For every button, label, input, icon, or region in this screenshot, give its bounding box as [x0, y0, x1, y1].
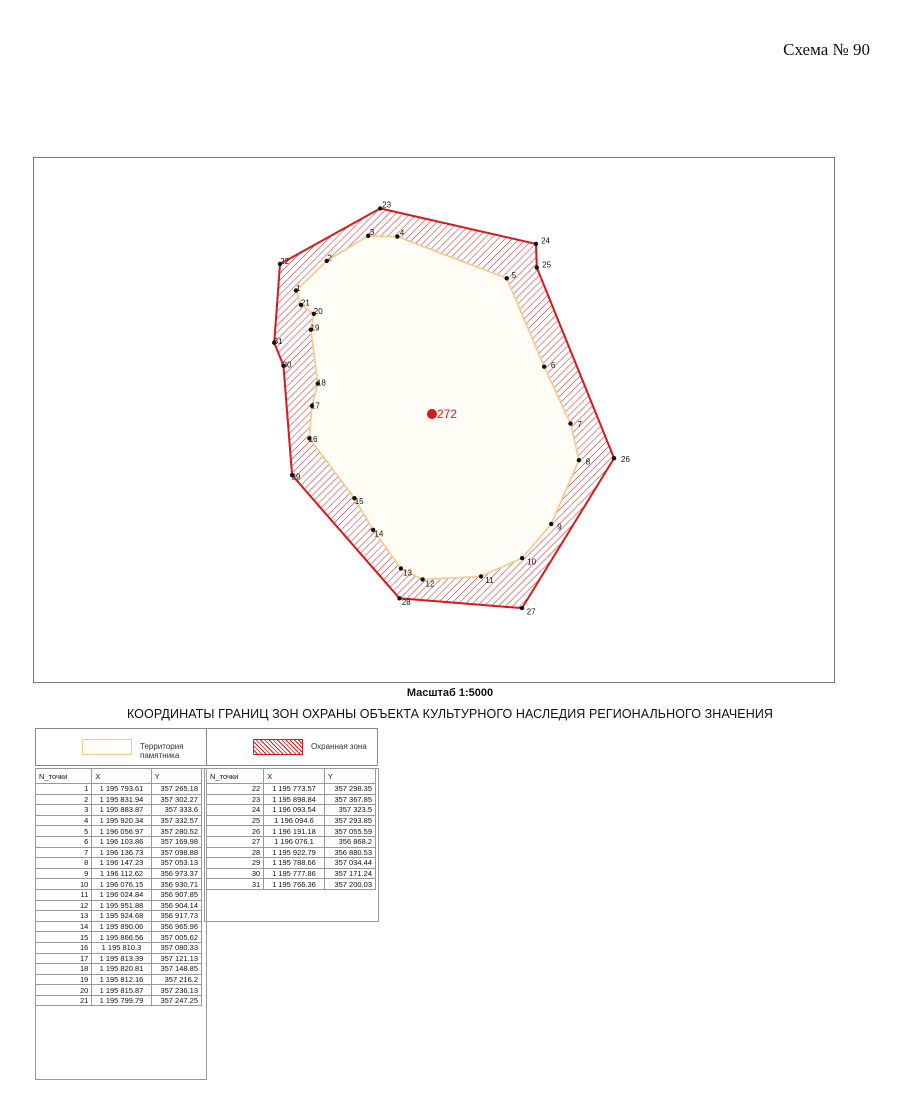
boundary-point-marker — [568, 421, 572, 425]
protection-zone-swatch — [253, 739, 303, 755]
point-number-cell: 13 — [36, 911, 92, 922]
point-number-cell: 17 — [36, 953, 92, 964]
table-row — [36, 921, 202, 932]
y-coordinate-cell: 356 930.71 — [151, 879, 201, 890]
y-coordinate-cell: 357 034.44 — [324, 858, 375, 869]
y-coordinate-cell: 356 907.85 — [151, 889, 201, 900]
header-n: N_точки — [36, 769, 92, 784]
y-coordinate-cell: 357 216.2 — [151, 974, 201, 985]
point-number-cell: 10 — [36, 879, 92, 890]
boundary-point-marker — [535, 265, 539, 269]
table-row — [36, 858, 202, 869]
table-row — [36, 900, 202, 911]
header-y: Y — [151, 769, 201, 784]
y-coordinate-cell: 357 280.52 — [151, 826, 201, 837]
boundary-point-label: 3 — [369, 228, 375, 237]
table-row — [36, 836, 202, 847]
boundary-point-label: 23 — [382, 200, 392, 210]
x-coordinate-cell: 1 196 103.86 — [92, 836, 151, 847]
x-coordinate-cell: 1 196 076.1 — [264, 836, 325, 847]
table-row — [36, 995, 202, 1006]
x-coordinate-cell: 1 196 112.62 — [92, 868, 151, 879]
boundary-point-label: 28 — [401, 598, 411, 608]
boundary-point-marker — [542, 365, 546, 369]
x-coordinate-cell: 1 196 093.54 — [264, 805, 325, 816]
legend-zone-label: Охранная зона — [311, 742, 367, 751]
x-coordinate-cell: 1 195 799.79 — [92, 995, 151, 1006]
header-x: X — [264, 769, 325, 784]
boundary-point-marker — [420, 577, 424, 581]
header-x: X — [92, 769, 151, 784]
y-coordinate-cell: 357 265.18 — [151, 784, 201, 795]
point-number-cell: 12 — [36, 900, 92, 911]
legend-territory-label: Территория памятника — [140, 742, 184, 760]
x-coordinate-cell: 1 195 766.36 — [264, 879, 325, 890]
header-n: N_точки — [207, 769, 264, 784]
boundary-point-label: 17 — [310, 401, 320, 411]
boundary-point-label: 16 — [308, 435, 318, 445]
y-coordinate-cell: 357 148.85 — [151, 964, 201, 975]
territory-coordinates-table — [35, 768, 202, 1006]
x-coordinate-cell: 1 195 815.87 — [92, 985, 151, 996]
x-coordinate-cell: 1 195 920.34 — [92, 815, 151, 826]
y-coordinate-cell: 357 236.13 — [151, 985, 201, 996]
x-coordinate-cell: 1 195 922.79 — [264, 847, 325, 858]
boundary-point-label: 8 — [585, 457, 591, 467]
boundary-point-label: 1 — [296, 283, 301, 293]
table-row — [207, 815, 376, 826]
boundary-point-marker — [549, 522, 553, 526]
boundary-point-label: 21 — [300, 298, 310, 308]
x-coordinate-cell: 1 195 866.56 — [92, 932, 151, 943]
table-row — [36, 974, 202, 985]
table-row — [36, 847, 202, 858]
x-coordinate-cell: 1 195 793.61 — [92, 784, 151, 795]
y-coordinate-cell: 356 973.37 — [151, 868, 201, 879]
boundary-point-marker — [534, 242, 538, 246]
x-coordinate-cell: 1 196 056.97 — [92, 826, 151, 837]
scale-label: Масштаб 1:5000 — [406, 687, 494, 699]
boundary-point-label: 19 — [310, 323, 320, 333]
boundary-point-label: 10 — [527, 557, 537, 567]
boundary-point-label: 29 — [291, 472, 301, 482]
y-coordinate-cell: 357 247.25 — [151, 995, 201, 1006]
table-row — [36, 911, 202, 922]
x-coordinate-cell: 1 196 191.18 — [264, 826, 325, 837]
coordinates-title: КООРДИНАТЫ ГРАНИЦ ЗОН ОХРАНЫ ОБЪЕКТА КУЛЬТУРНОГО НАСЛЕДИЯ РЕГИОНАЛЬНОГО ЗНАЧЕНИЯ — [126, 707, 774, 721]
point-number-cell: 14 — [36, 921, 92, 932]
point-number-cell: 7 — [36, 847, 92, 858]
boundary-point-marker — [577, 458, 581, 462]
point-number-cell: 18 — [36, 964, 92, 975]
table-row — [36, 826, 202, 837]
boundary-point-label: 12 — [425, 579, 435, 589]
x-coordinate-cell: 1 195 777.86 — [264, 868, 325, 879]
table-row — [36, 784, 202, 795]
x-coordinate-cell: 1 195 924.68 — [92, 911, 151, 922]
legend-protection-zone — [206, 728, 378, 766]
boundary-point-label: 18 — [316, 378, 326, 388]
table-row — [36, 868, 202, 879]
point-number-cell: 25 — [207, 815, 264, 826]
y-coordinate-cell: 356 904.14 — [151, 900, 201, 911]
point-number-cell: 31 — [207, 879, 264, 890]
boundary-point-label: 24 — [541, 236, 551, 246]
y-coordinate-cell: 357 055.59 — [324, 826, 375, 837]
y-coordinate-cell: 356 868.2 — [324, 836, 375, 847]
point-number-cell: 16 — [36, 942, 92, 953]
point-number-cell: 27 — [207, 836, 264, 847]
table-row — [207, 784, 376, 795]
table-row — [36, 942, 202, 953]
x-coordinate-cell: 1 195 812.16 — [92, 974, 151, 985]
point-number-cell: 29 — [207, 858, 264, 869]
point-number-cell: 8 — [36, 858, 92, 869]
y-coordinate-cell: 356 880.53 — [324, 847, 375, 858]
table-row — [36, 953, 202, 964]
x-coordinate-cell: 1 195 831.94 — [92, 794, 151, 805]
y-coordinate-cell: 356 917.73 — [151, 911, 201, 922]
table-row — [207, 858, 376, 869]
point-number-cell: 11 — [36, 889, 92, 900]
boundary-point-label: 13 — [403, 568, 413, 578]
table-row — [36, 879, 202, 890]
table-row — [36, 932, 202, 943]
point-number-cell: 28 — [207, 847, 264, 858]
boundary-point-label: 31 — [273, 337, 283, 346]
point-number-cell: 9 — [36, 868, 92, 879]
boundary-point-label: 4 — [399, 228, 405, 238]
point-number-cell: 20 — [36, 985, 92, 996]
y-coordinate-cell: 357 098.88 — [151, 847, 201, 858]
table-row — [207, 847, 376, 858]
x-coordinate-cell: 1 196 024.84 — [92, 889, 151, 900]
point-number-cell: 26 — [207, 826, 264, 837]
point-number-cell: 15 — [36, 932, 92, 943]
table-row — [36, 794, 202, 805]
header-y: Y — [324, 769, 375, 784]
table-row — [207, 794, 376, 805]
x-coordinate-cell: 1 195 890.06 — [92, 921, 151, 932]
boundary-point-marker — [479, 574, 483, 578]
territory-swatch — [82, 739, 132, 755]
point-number-cell: 23 — [207, 794, 264, 805]
point-number-cell: 21 — [36, 995, 92, 1006]
x-coordinate-cell: 1 195 883.87 — [92, 805, 151, 816]
y-coordinate-cell: 357 367.85 — [324, 794, 375, 805]
point-number-cell: 19 — [36, 974, 92, 985]
y-coordinate-cell: 357 169.98 — [151, 836, 201, 847]
table-row — [207, 805, 376, 816]
y-coordinate-cell: 357 298.35 — [324, 784, 375, 795]
table-row — [36, 964, 202, 975]
point-number-cell: 30 — [207, 868, 264, 879]
boundary-point-marker — [520, 556, 524, 560]
y-coordinate-cell: 357 200.03 — [324, 879, 375, 890]
y-coordinate-cell: 357 293.85 — [324, 815, 375, 826]
y-coordinate-cell: 357 121.13 — [151, 953, 201, 964]
table-row — [36, 985, 202, 996]
x-coordinate-cell: 1 195 820.81 — [92, 964, 151, 975]
table-row — [36, 889, 202, 900]
y-coordinate-cell: 357 005.62 — [151, 932, 201, 943]
boundary-map — [34, 158, 834, 682]
point-number-cell: 4 — [36, 815, 92, 826]
y-coordinate-cell: 357 332.57 — [151, 815, 201, 826]
object-marker — [427, 409, 437, 419]
boundary-point-label: 20 — [313, 307, 323, 317]
x-coordinate-cell: 1 195 813.39 — [92, 953, 151, 964]
zone-coordinates-table — [206, 768, 376, 890]
table-row — [207, 868, 376, 879]
y-coordinate-cell: 356 965.96 — [151, 921, 201, 932]
y-coordinate-cell: 357 333.6 — [151, 805, 201, 816]
table-header-row — [36, 769, 202, 784]
table-row — [207, 836, 376, 847]
y-coordinate-cell: 357 053.13 — [151, 858, 201, 869]
table-row — [36, 805, 202, 816]
point-number-cell: 1 — [36, 784, 92, 795]
boundary-point-label: 2 — [327, 253, 332, 263]
boundary-point-label: 27 — [526, 607, 536, 617]
boundary-point-marker — [505, 276, 509, 280]
x-coordinate-cell: 1 195 773.57 — [264, 784, 325, 795]
point-number-cell: 6 — [36, 836, 92, 847]
point-number-cell: 5 — [36, 826, 92, 837]
object-label: 272 — [437, 407, 458, 421]
y-coordinate-cell: 357 323.5 — [324, 805, 375, 816]
table-row — [207, 879, 376, 890]
x-coordinate-cell: 1 195 898.84 — [264, 794, 325, 805]
boundary-point-label: 30 — [282, 360, 292, 370]
point-number-cell: 3 — [36, 805, 92, 816]
y-coordinate-cell: 357 171.24 — [324, 868, 375, 879]
x-coordinate-cell: 1 195 788.66 — [264, 858, 325, 869]
boundary-point-marker — [520, 606, 524, 610]
scheme-number: Схема № 90 — [783, 40, 870, 59]
x-coordinate-cell: 1 196 076.15 — [92, 879, 151, 890]
boundary-point-label: 22 — [280, 257, 290, 267]
boundary-point-marker — [612, 456, 616, 460]
y-coordinate-cell: 357 080.33 — [151, 942, 201, 953]
x-coordinate-cell: 1 196 147.23 — [92, 858, 151, 869]
boundary-point-label: 6 — [550, 361, 556, 371]
x-coordinate-cell: 1 195 810.3 — [92, 942, 151, 953]
table-header-row — [207, 769, 376, 784]
point-number-cell: 22 — [207, 784, 264, 795]
map-frame — [33, 157, 835, 683]
table-row — [36, 815, 202, 826]
point-number-cell: 2 — [36, 794, 92, 805]
y-coordinate-cell: 357 302.27 — [151, 794, 201, 805]
x-coordinate-cell: 1 196 094.6 — [264, 815, 325, 826]
x-coordinate-cell: 1 195 951.88 — [92, 900, 151, 911]
boundary-point-label: 9 — [557, 522, 562, 532]
legend-territory — [35, 728, 207, 766]
boundary-point-label: 25 — [542, 260, 552, 270]
boundary-point-label: 15 — [354, 497, 364, 507]
x-coordinate-cell: 1 196 136.73 — [92, 847, 151, 858]
boundary-point-label: 5 — [511, 270, 517, 280]
table-row — [207, 826, 376, 837]
boundary-point-label: 7 — [577, 419, 582, 429]
boundary-point-label: 14 — [374, 529, 384, 539]
boundary-point-label: 11 — [485, 576, 494, 586]
boundary-point-label: 26 — [621, 455, 630, 465]
point-number-cell: 24 — [207, 805, 264, 816]
